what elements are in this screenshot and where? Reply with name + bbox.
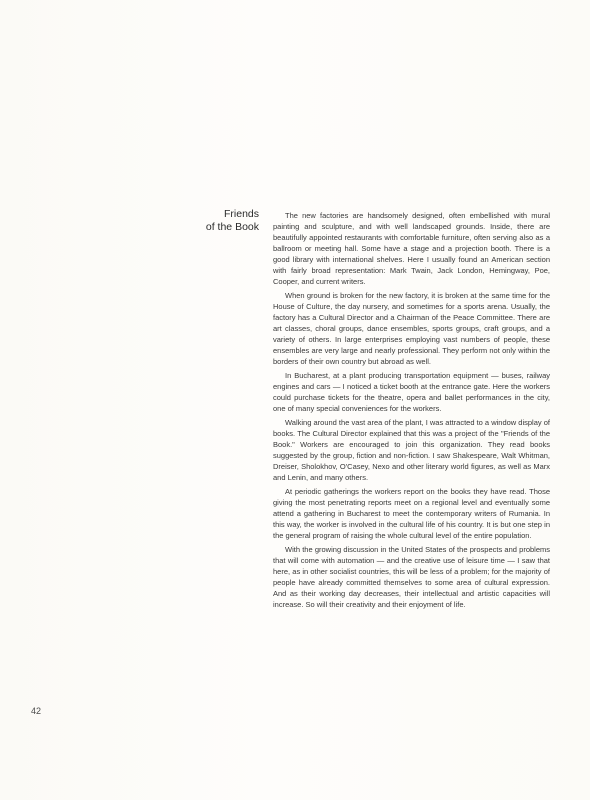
body-text [273,210,550,613]
section-heading-line-2: of the Book [205,221,259,233]
paragraph: Walking around the vast area of the plant, I was attracted to a window display of books. The Cultural Director explained that this was a project of the "Friends of the Book." Workers are encouraged to join this organization. They read books suggested by the group, fiction and non-fiction. I saw Shakespeare, Walt Whitman, Dreiser, Sholokhov, O'Casey, Nexo and other literary world figures, as well as Marx and Lenin, and many others. [273,418,550,482]
section-heading [119,208,259,234]
paragraph: When ground is broken for the new factory, it is broken at the same time for the House of Culture, the day nursery, and sometimes for a sports arena. Usually, the factory has a Cultural Director and a Chairman of the Peace Committee. There are art classes, choral groups, dance ensembles, sports groups, craft groups, and a variety of others. In large enterprises employing vast numbers of people, these ensembles are very large and nearly professional. They perform not only within the borders of their own country but abroad as well. [273,291,550,366]
paragraph: At periodic gatherings the workers report on the books they have read. Those giving the most penetrating reports meet on a regional level and eventually some attend a gathering in Bucharest to meet the contemporary writers of Rumania. In this way, the worker is involved in the cultural life of his country. It is but one step in the general program of raising the whole cultural level of the entire population. [273,487,550,540]
page-number: 42 [31,706,42,716]
paragraph: The new factories are handsomely designed, often embellished with mural painting and sculpture, and with well landscaped grounds. Inside, there are beautifully appointed restaurants with comfortable furniture, often serving also as a ballroom or meeting hall. Some have a stage and a projection booth. There is a good library with international shelves. Here I usually found an American section with fairly broad representation: Mark Twain, Jack London, Hemingway, Poe, Cooper, and current writers. [273,211,550,286]
paragraph: With the growing discussion in the United States of the prospects and problems that will come with automation — and the creative use of leisure time — I saw that here, as in other socialist countries, this will be less of a problem; for the majority of people have already committed themselves to some area of cultural expression. And as their working day decreases, their intellectual and artistic capacities will increase. So will their creativity and their enjoyment of life. [273,545,550,609]
paragraph: In Bucharest, at a plant producing transportation equipment — buses, railway engines and cars — I noticed a ticket booth at the entrance gate. Here the workers could purchase tickets for the theatre, opera and ballet performances in the city, one of many special conveniences for the workers. [273,371,550,413]
section-heading-line-1: Friends [223,208,259,220]
